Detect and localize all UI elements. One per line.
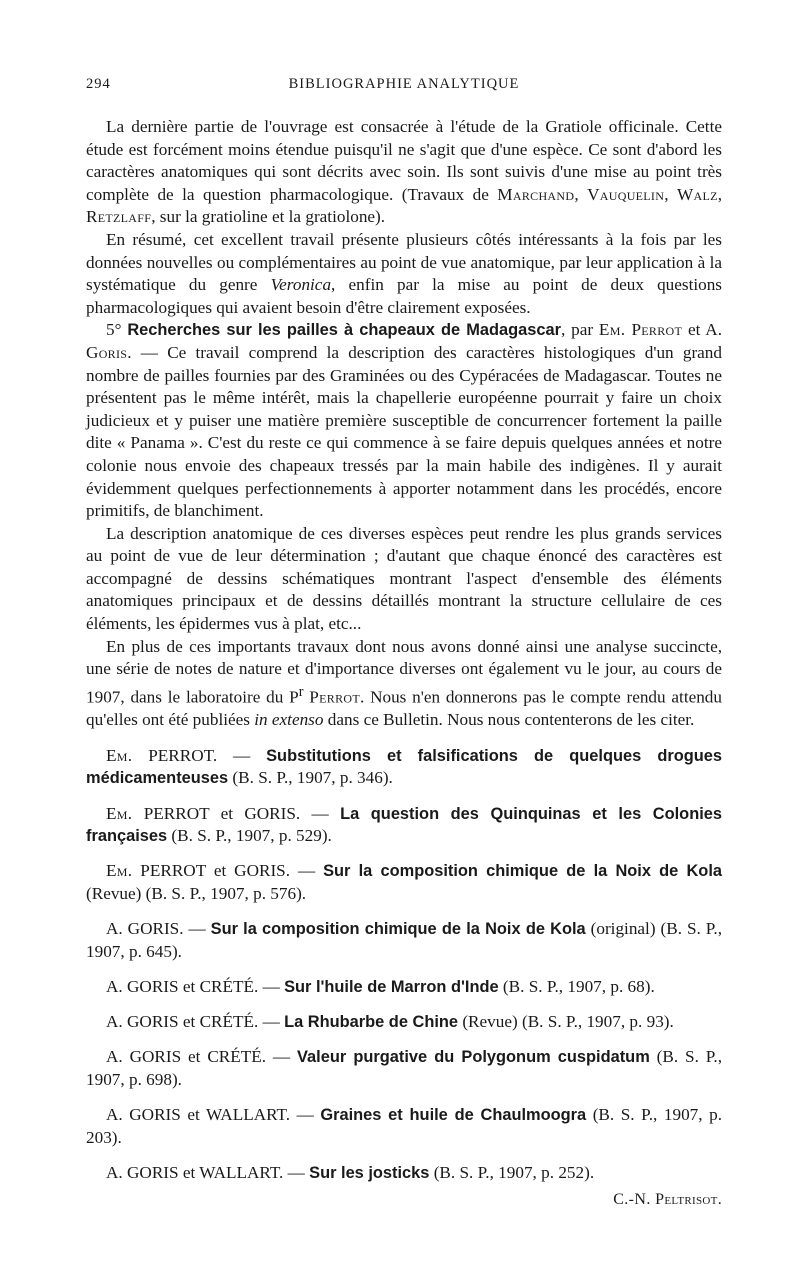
running-head bbox=[86, 76, 722, 102]
section-title: Recherches sur les pailles à chapeaux de Madagascar bbox=[127, 321, 561, 340]
paragraph-resume: En résumé, cet excellent travail présente plusieurs côtés intéressants à la fois par les données nouvelles ou complémentaires au point de vue anatomique, par leur application à la systématique du genre Veronica, enfin par la mise au point de deux questions pharmacologiques qui avaient besoin d'être clairement exposées. bbox=[86, 229, 722, 317]
author-name: Walz bbox=[676, 184, 718, 204]
reference-item: A. GORIS. — Sur la composition chimique de la Noix de Kola (original) (B. S. P., 1907, p. 645). bbox=[86, 919, 723, 961]
running-title: BIBLIOGRAPHIE ANALYTIQUE bbox=[288, 76, 520, 92]
paragraph-gratiole: La dernière partie de l'ouvrage est consacrée à l'étude de la Gratiole officinale. Cette étude est forcément moins étendue puisqu'il ne s'agit que d'une espèce. Ce sont d'abord les caractères anatomiques qui sont décrits avec soin. Ils sont suivis d'une mise au point très complète de la question pharmacologique. (Travaux de Marchand, Vauquelin, Walz, Retzlaff, sur la gratioline et la gratiolone). bbox=[86, 117, 723, 227]
reference-item: A. GORIS et WALLART. — Sur les josticks (B. S. P., 1907, p. 252). bbox=[106, 1162, 595, 1182]
paragraph-description: La description anatomique de ces diverses espèces peut rendre les plus grands services au point de vue de leur détermination ; d'autant que chaque énoncé des caractères est accompagné de dessins schématiques montrant l'aspect d'ensemble des éléments anatomiques principaux et de dessins détaillés montrant la structure cellulaire de ces éléments, les épidermes vus à plat, etc... bbox=[86, 523, 722, 634]
page-number: 294 bbox=[86, 76, 111, 92]
reference-item: Em. PERROT et GORIS. — Sur la composition chimique de la Noix de Kola (Revue) (B. S. P., 1907, p. 576). bbox=[86, 861, 722, 903]
reference-list bbox=[86, 745, 722, 1185]
signature: C.-N. Peltrisot. bbox=[613, 1191, 722, 1209]
reference-item: A. GORIS et CRÉTÉ. — Valeur purgative du Polygonum cuspidatum (B. S. P., 1907, p. 698). bbox=[86, 1047, 723, 1089]
reference-item: Em. PERROT et GORIS. — La question des Quinquinas et les Colonies françaises (B. S. P., 1907, p. 529). bbox=[86, 803, 722, 846]
reference-item: A. GORIS et CRÉTÉ. — La Rhubarbe de Chine (Revue) (B. S. P., 1907, p. 93). bbox=[106, 1012, 674, 1032]
latin-phrase: in extenso bbox=[254, 710, 324, 730]
author-name: Em. Perrot bbox=[598, 320, 683, 340]
author-name: Goris bbox=[86, 342, 128, 362]
reference-title: La question des Quinquinas et les Colonies françaises bbox=[86, 804, 722, 846]
reference-title: Sur la composition chimique de la Noix de Kola bbox=[323, 862, 722, 881]
reference-title: Sur les josticks bbox=[309, 1163, 430, 1182]
paragraph-pailles: 5° Recherches sur les pailles à chapeaux de Madagascar, par Em. Perrot et A. Goris. — Ce travail comprend la description des caractères histologiques d'un grand nombre de pailles fournies par des Graminées ou des Cypéracées de Madagascar. Toutes ne présentent pas le même intérêt, mais la chapellerie européenne pourrait y faire un choix judicieux et y puiser une matière première susceptible de concurrencer fortement la paille dite « Panama ». C'est du reste ce qui commence à se faire depuis quelques années et notre colonie nous envoie des chapeaux tressés par la main habile des indigènes. Il y aurait évidemment quelques perfectionnements à apporter notamment dans les procédés, encore primitifs, de blanchiment. bbox=[86, 320, 723, 521]
reference-title: Valeur purgative du Polygonum cuspidatum bbox=[297, 1048, 650, 1067]
reference-title: Graines et huile de Chaulmoogra bbox=[320, 1106, 587, 1125]
body-text bbox=[86, 116, 722, 732]
reference-item: A. GORIS et CRÉTÉ. — Sur l'huile de Marron d'Inde (B. S. P., 1907, p. 68). bbox=[106, 976, 655, 996]
author-name: Marchand bbox=[497, 184, 575, 204]
reference-title: La Rhubarbe de Chine bbox=[284, 1013, 459, 1032]
author-name: Retzlaff bbox=[86, 207, 152, 227]
author-name: Vauquelin bbox=[587, 184, 665, 204]
reference-title: Sur l'huile de Marron d'Inde bbox=[284, 977, 499, 996]
reference-item: Em. PERROT. — Substitutions et falsifications de quelques drogues médicamenteuses (B. S. P., 1907, p. 346). bbox=[86, 745, 723, 788]
paragraph-notes: En plus de ces importants travaux dont nous avons donné ainsi une analyse succincte, une série de notes de nature et d'importance diverses ont également vu le jour, au cours de 1907, dans le laboratoire du $P^r$ Perrot. Nous n'en donnerons pas le compte rendu attendu qu'elles ont été publiées in extenso dans ce Bulletin. Nous nous contenterons de les citer. bbox=[86, 636, 722, 730]
reference-item: A. GORIS et WALLART. — Graines et huile de Chaulmoogra (B. S. P., 1907, p. 203). bbox=[86, 1105, 722, 1147]
author-name: Perrot bbox=[309, 687, 360, 707]
genus-name: Veronica bbox=[270, 275, 332, 295]
page bbox=[86, 76, 722, 1209]
reference-title: Substitutions et falsifications de quelques drogues médicamenteuses bbox=[86, 746, 723, 788]
signature-name: Peltrisot. bbox=[655, 1191, 722, 1209]
reference-title: Sur la composition chimique de la Noix de Kola bbox=[210, 920, 586, 939]
